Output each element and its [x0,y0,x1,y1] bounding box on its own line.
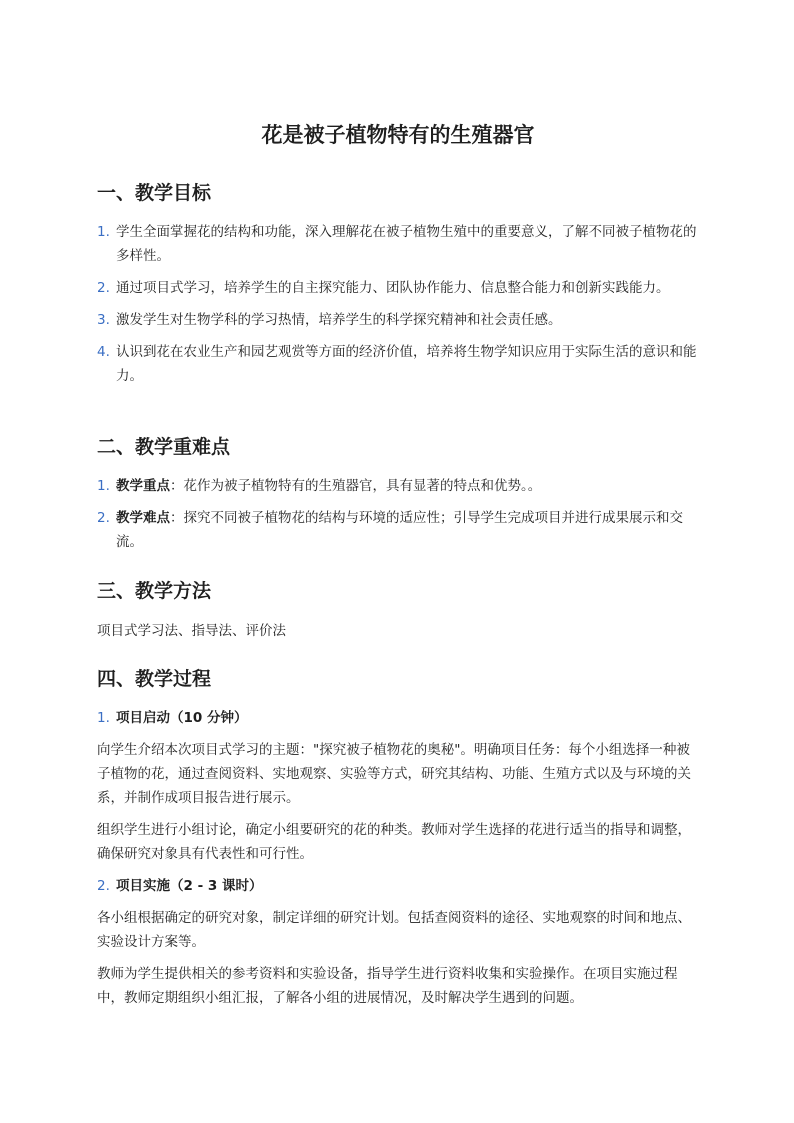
list-text: 认识到花在农业生产和园艺观赏等方面的经济价值，培养将生物学知识应用于实际生活的意识和能力。 [116,344,697,384]
list-number: 2. [97,510,110,526]
page-title: 花是被子植物特有的生殖器官 [261,123,535,147]
item-label: 教学重点 [116,478,170,494]
section-heading-methods: 三、教学方法 [97,580,212,602]
step-number: 2. [97,878,110,894]
section-heading-goals: 一、教学目标 [97,182,212,204]
paragraph: 教师为学生提供相关的参考资料和实验设备，指导学生进行资料收集和实验操作。在项目实施过程中，教师定期组织小组汇报，了解各小组的进展情况，及时解决学生遇到的问题。 [97,966,678,1006]
list-text: 学生全面掌握花的结构和功能，深入理解花在被子植物生殖中的重要意义，了解不同被子植物花的多样性。 [116,224,697,264]
section-heading-key-points: 二、教学重难点 [97,436,231,458]
list-text: ：探究不同被子植物花的结构与环境的适应性；引导学生完成项目并进行成果展示和交流。 [116,510,683,550]
list-text: 通过项目式学习，培养学生的自主探究能力、团队协作能力、信息整合能力和创新实践能力。 [116,280,670,296]
key-points-list [97,474,699,562]
list-item [97,474,699,498]
list-item [97,276,699,300]
list-item [97,340,699,388]
step-number: 1. [97,710,110,726]
step-title: 项目启动（10 分钟） [116,710,248,726]
list-item [97,220,699,268]
item-label: 教学难点 [116,510,170,526]
list-text: ：花作为被子植物特有的生殖器官，具有显著的特点和优势。。 [170,478,542,494]
list-number: 1. [97,224,110,240]
section-heading-process: 四、教学过程 [97,668,212,690]
list-item [97,506,699,554]
process-step-2-title [97,874,718,898]
step-title: 项目实施（2 - 3 课时） [116,878,263,894]
paragraph: 组织学生进行小组讨论，确定小组要研究的花的种类。教师对学生选择的花进行适当的指导和调整，确保研究对象具有代表性和可行性。 [97,822,691,862]
list-number: 2. [97,280,110,296]
methods-text: 项目式学习法、指导法、评价法 [97,623,286,639]
process-step-1-title [97,706,718,730]
list-number: 1. [97,478,110,494]
list-text: 激发学生对生物学科的学习热情，培养学生的科学探究精神和社会责任感。 [116,312,562,328]
list-item [97,308,699,332]
list-number: 4. [97,344,110,360]
paragraph: 向学生介绍本次项目式学习的主题："探究被子植物花的奥秘"。明确项目任务：每个小组选择一种被子植物的花，通过查阅资料、实地观察、实验等方式，研究其结构、功能、生殖方式以及与环境的关系，并制作成项目报告进行展示。 [97,742,691,806]
paragraph: 各小组根据确定的研究对象，制定详细的研究计划。包括查阅资料的途径、实地观察的时间和地点、实验设计方案等。 [97,910,691,950]
list-number: 3. [97,312,110,328]
goals-list [97,220,699,396]
